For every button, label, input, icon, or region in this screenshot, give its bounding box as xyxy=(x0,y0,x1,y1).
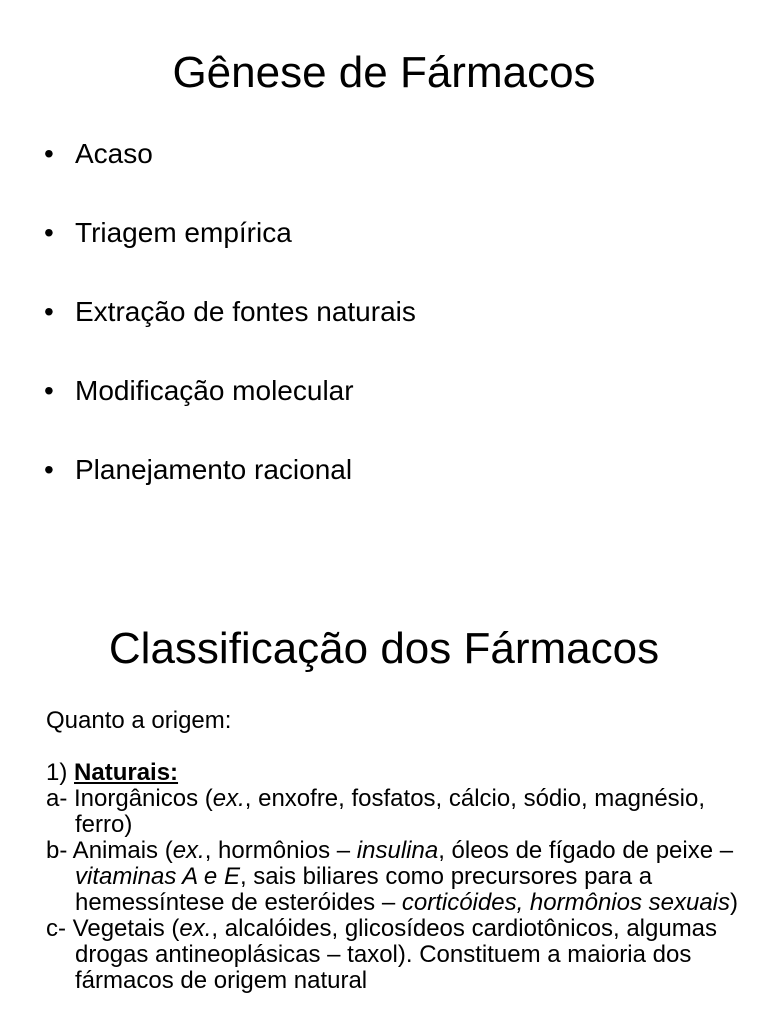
bullet-list xyxy=(44,137,416,532)
slide-body xyxy=(46,708,746,994)
item-prefix: b- Animais ( xyxy=(46,837,173,864)
bullet-icon: • xyxy=(44,454,54,485)
list-item-text: Acaso xyxy=(75,138,153,169)
list-item-animais xyxy=(46,838,746,916)
item-ex: ex. xyxy=(179,915,212,942)
item-italic: vitaminas A e E xyxy=(75,863,240,890)
list-item xyxy=(44,374,416,453)
item-text: ) xyxy=(730,889,739,916)
list-item-text: Triagem empírica xyxy=(75,217,292,248)
item-italic: insulina xyxy=(356,837,439,864)
spacer xyxy=(46,734,746,760)
bullet-icon: • xyxy=(44,138,54,169)
item-italic: corticóides, hormônios sexuais xyxy=(401,889,731,916)
bullet-icon: • xyxy=(44,296,54,327)
item-text: , hormônios – xyxy=(204,837,357,864)
slide-title: Classificação dos Fármacos xyxy=(108,624,660,673)
item-text: , enxofre, fosfatos, cálcio, sódio, magnésio, ferro) xyxy=(75,785,706,838)
item-ex: ex. xyxy=(212,785,245,812)
item-ex: ex. xyxy=(172,837,205,864)
slide-title: Gênese de Fármacos xyxy=(172,48,596,97)
list-item-text: Extração de fontes naturais xyxy=(75,296,416,327)
list-item-text: Modificação molecular xyxy=(75,375,354,406)
item-prefix: a- Inorgânicos ( xyxy=(46,785,213,812)
list-item xyxy=(44,216,416,295)
list-item xyxy=(44,453,416,532)
intro-text: Quanto a origem: xyxy=(46,707,232,734)
slide-classificacao xyxy=(0,576,768,1024)
item-text: , alcalóides, glicosídeos cardiotônicos, algumas drogas antineoplásicas – taxol). Constituem a maioria dos fármacos de origem natural xyxy=(75,915,718,994)
section-heading-text: Naturais: xyxy=(74,759,179,786)
list-item-text: Planejamento racional xyxy=(75,454,353,485)
list-item xyxy=(44,295,416,374)
section-heading xyxy=(46,760,746,786)
bullet-icon: • xyxy=(44,217,54,248)
bullet-icon: • xyxy=(44,375,54,406)
item-text: , sais biliares como precursores para a hemessíntese de esteróides – xyxy=(75,863,653,916)
item-text: , óleos de fígado de peixe – xyxy=(438,837,734,864)
section-number: 1) xyxy=(46,759,68,786)
list-item-inorganicos xyxy=(46,786,746,838)
item-prefix: c- Vegetais ( xyxy=(46,915,180,942)
list-item-vegetais xyxy=(46,916,746,994)
list-item xyxy=(44,137,416,216)
